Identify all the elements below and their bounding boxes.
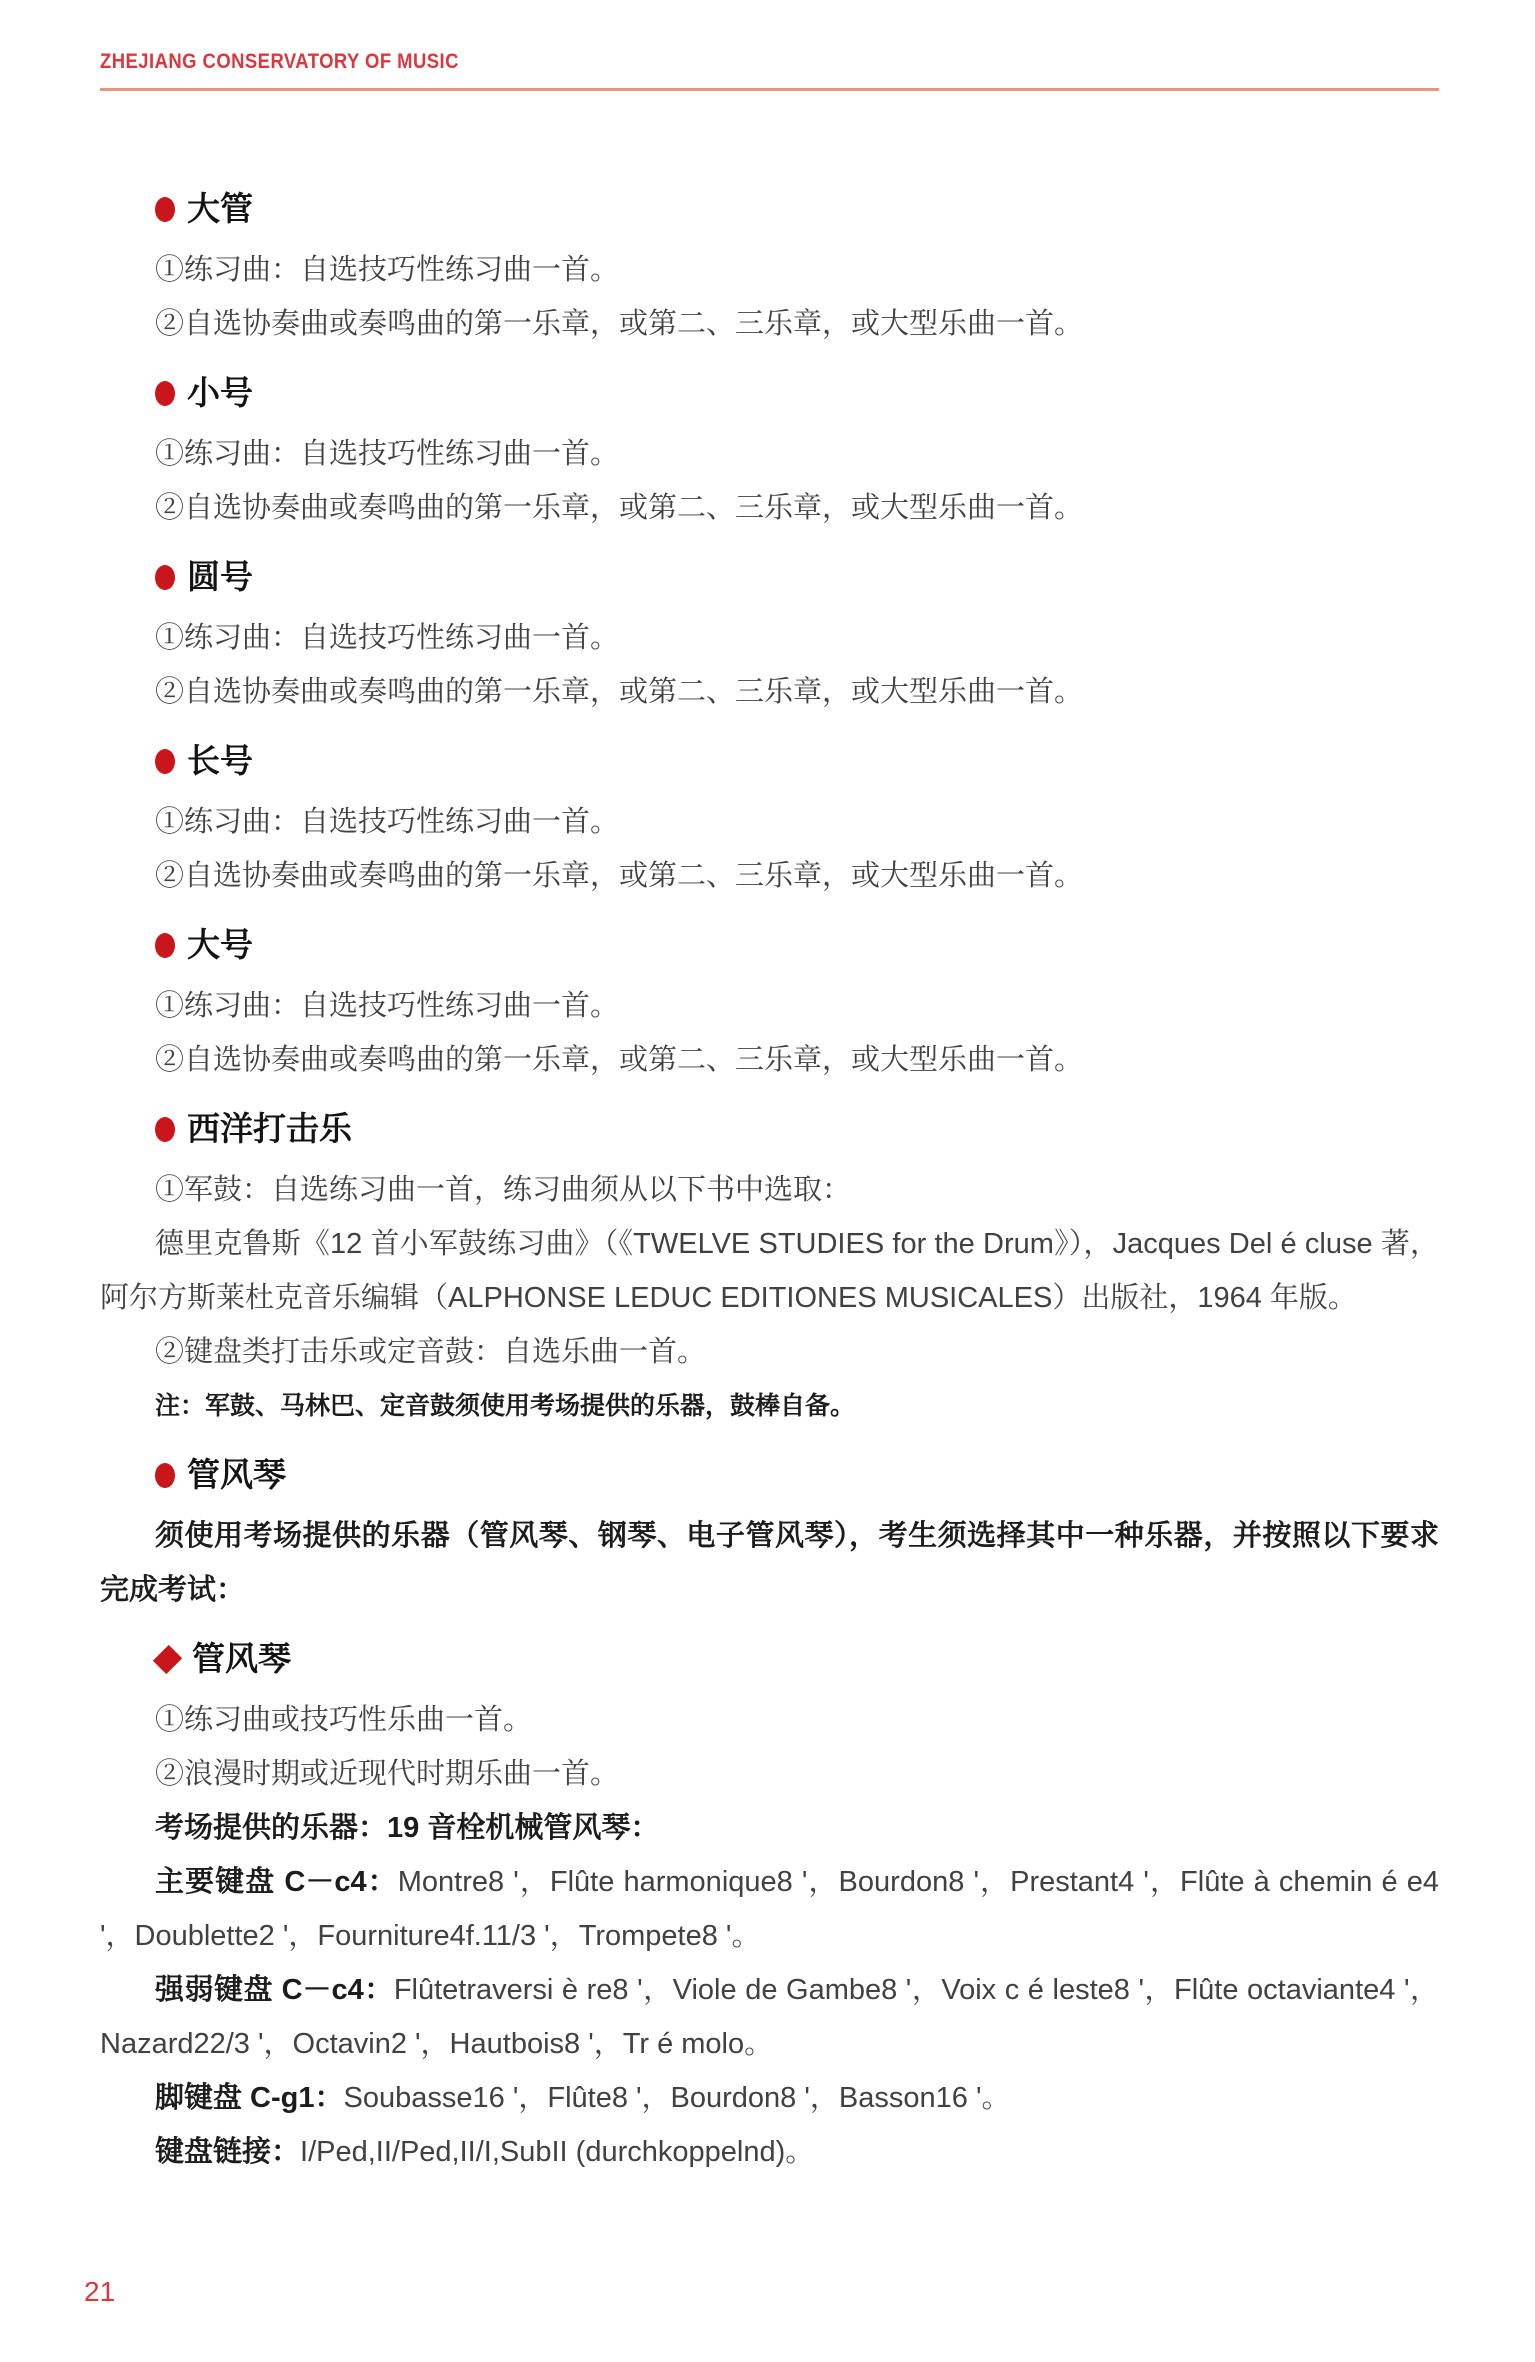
circle-bullet-icon	[155, 381, 175, 406]
section-trombone	[100, 741, 1439, 903]
circle-bullet-icon	[155, 933, 175, 958]
subsection-title: 管风琴	[192, 1640, 291, 1677]
section-heading	[155, 741, 1439, 781]
section-heading	[155, 1455, 1439, 1495]
circle-bullet-icon	[155, 1117, 175, 1142]
spec-label-main-manual: 主要键盘 C－c4：	[155, 1866, 398, 1898]
note-line: 注：军鼓、马林巴、定音鼓须使用考场提供的乐器，鼓棒自备。	[155, 1392, 856, 1420]
section-title: 大号	[187, 926, 253, 963]
organ-intro: 须使用考场提供的乐器（管风琴、钢琴、电子管风琴），考生须选择其中一种乐器，并按照以下要求完成考试：	[100, 1520, 1439, 1606]
brand-title: ZHEJIANG CONSERVATORY OF MUSIC	[100, 50, 459, 73]
section-title: 小号	[187, 374, 253, 411]
requirement-line: ②自选协奏曲或奏鸣曲的第一乐章，或第二、三乐章，或大型乐曲一首。	[155, 492, 1084, 524]
requirement-line: ②自选协奏曲或奏鸣曲的第一乐章，或第二、三乐章，或大型乐曲一首。	[155, 676, 1084, 708]
page-number: 21	[84, 2276, 116, 2307]
section-heading	[155, 557, 1439, 597]
document-body	[100, 189, 1439, 2179]
spec-value-swell-manual: Flûtetraversi è re8 '，Viole de Gambe8 '，Voix c é leste8 '，Flûte octaviante4 '，Nazard22/3 '，Octavin2 '，Hautbois8 '，Tr é molo。	[100, 1974, 1439, 2060]
section-title: 管风琴	[187, 1456, 286, 1493]
spec-value-pedal: Soubasse16 '，Flûte8 '，Bourdon8 '，Basson16 '。	[343, 2082, 1011, 2114]
spec-label-swell-manual: 强弱键盘 C－c4：	[155, 1974, 394, 2006]
requirement-line: ②自选协奏曲或奏鸣曲的第一乐章，或第二、三乐章，或大型乐曲一首。	[155, 1044, 1084, 1076]
subsection-organ	[100, 1639, 1439, 2179]
section-heading	[155, 189, 1439, 229]
organ-spec-line	[100, 1855, 1439, 1963]
diamond-bullet-icon	[153, 1644, 182, 1673]
section-heading	[155, 925, 1439, 965]
section-title: 西洋打击乐	[187, 1110, 352, 1147]
circle-bullet-icon	[155, 749, 175, 774]
section-french-horn	[100, 557, 1439, 719]
requirement-line: ②自选协奏曲或奏鸣曲的第一乐章，或第二、三乐章，或大型乐曲一首。	[155, 860, 1084, 892]
spec-label-couplers: 键盘链接：	[155, 2136, 301, 2168]
spec-label-pedal: 脚键盘 C-g1：	[155, 2082, 344, 2114]
section-heading	[155, 373, 1439, 413]
requirement-line: ②浪漫时期或近现代时期乐曲一首。	[155, 1758, 620, 1790]
organ-spec-line	[100, 1963, 1439, 2071]
circle-bullet-icon	[155, 1463, 175, 1488]
requirement-line: ①军鼓：自选练习曲一首，练习曲须从以下书中选取：	[155, 1174, 852, 1206]
requirement-line: ②键盘类打击乐或定音鼓：自选乐曲一首。	[155, 1336, 707, 1368]
organ-spec-line	[100, 2125, 1439, 2179]
section-tuba	[100, 925, 1439, 1087]
section-heading	[155, 1109, 1439, 1149]
section-title: 大管	[187, 190, 253, 227]
circle-bullet-icon	[155, 197, 175, 222]
spec-value-main-manual: Montre8 '，Flûte harmonique8 '，Bourdon8 '，Prestant4 '，Flûte à chemin é e4 '，Doublette2 '，Fourniture4f.11/3 '，Trompete8 '。	[100, 1866, 1439, 1952]
circle-bullet-icon	[155, 565, 175, 590]
requirement-line: ②自选协奏曲或奏鸣曲的第一乐章，或第二、三乐章，或大型乐曲一首。	[155, 308, 1084, 340]
book-citation: 德里克鲁斯《12 首小军鼓练习曲》（《TWELVE STUDIES for the Drum》），Jacques Del é cluse 著，阿尔方斯莱杜克音乐编辑（ALPHONSE LEDUC EDITIONES MUSICALES）出版社，1964 年版。	[100, 1228, 1439, 1314]
section-title: 长号	[187, 742, 253, 779]
requirement-line: ①练习曲：自选技巧性练习曲一首。	[155, 806, 620, 838]
organ-spec-line	[100, 2071, 1439, 2125]
requirement-line: ①练习曲：自选技巧性练习曲一首。	[155, 254, 620, 286]
section-western-percussion	[100, 1109, 1439, 1433]
requirement-line: ①练习曲：自选技巧性练习曲一首。	[155, 990, 620, 1022]
spec-value-couplers: I/Ped,II/Ped,II/I,SubII (durchkoppelnd)。	[300, 2136, 815, 2168]
page-header	[100, 0, 1439, 91]
subsection-heading	[155, 1639, 1439, 1679]
requirement-line: ①练习曲：自选技巧性练习曲一首。	[155, 438, 620, 470]
section-organ	[100, 1455, 1439, 1617]
section-bassoon	[100, 189, 1439, 351]
header-rule	[100, 88, 1439, 91]
provided-instrument-line: 考场提供的乐器：19 音栓机械管风琴：	[155, 1812, 660, 1844]
requirement-line: ①练习曲：自选技巧性练习曲一首。	[155, 622, 620, 654]
requirement-line: ①练习曲或技巧性乐曲一首。	[155, 1704, 533, 1736]
section-trumpet	[100, 373, 1439, 535]
section-title: 圆号	[187, 558, 253, 595]
